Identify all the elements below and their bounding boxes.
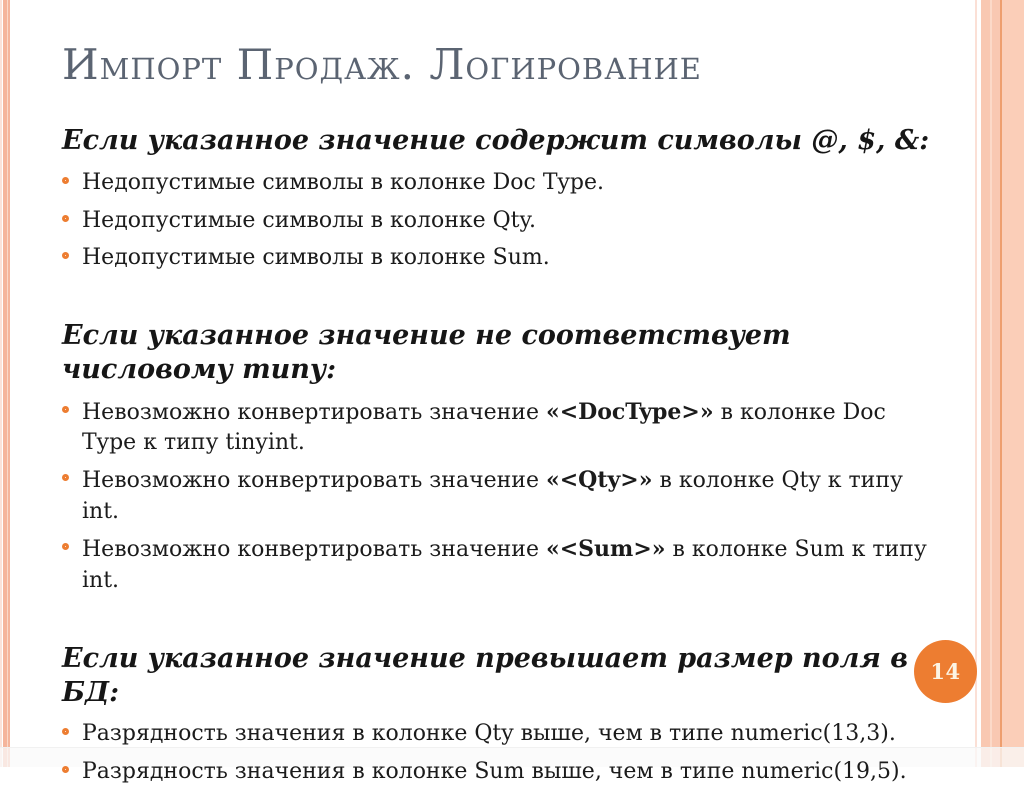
right-edge-stripes: [975, 0, 1024, 767]
bullet-list: [62, 719, 935, 787]
section-heading: Если указанное значение не соответствует числовому типу:: [62, 320, 791, 385]
bullet-ring-icon: [62, 406, 69, 413]
bullet-ring-icon: [62, 543, 69, 550]
bullet-ring-icon: [62, 474, 69, 481]
bullet-list: [62, 168, 935, 273]
list-item-text: Невозможно конвертировать значение «<DocType>» в колонке Doc Type к типу tinyint.: [82, 398, 886, 456]
sections-container: [62, 124, 935, 787]
bullet-ring-icon: [62, 177, 69, 184]
list-item: [62, 168, 935, 198]
bullet-ring-icon: [62, 728, 69, 735]
slide-title: Импорт Продаж. Логирование: [62, 40, 702, 89]
section-heading: Если указанное значение содержит символы @, $, &:: [62, 125, 930, 157]
slide-content: [62, 40, 935, 794]
slide-section: [62, 124, 935, 273]
bullet-ring-icon: [62, 252, 69, 259]
list-item-text: Разрядность значения в колонке Qty выше, чем в типе numeric(13,3).: [82, 721, 896, 747]
list-item-text: Недопустимые символы в колонке Qty.: [82, 207, 536, 233]
list-item: [62, 206, 935, 236]
slide-section: [62, 642, 935, 787]
list-item-text: Недопустимые символы в колонке Doc Type.: [82, 170, 605, 196]
list-item-text: Недопустимые символы в колонке Sum.: [82, 244, 550, 270]
left-edge-stripes: [0, 0, 12, 767]
page-number-badge: [914, 640, 977, 703]
list-item: [62, 243, 935, 273]
bullet-ring-icon: [62, 215, 69, 222]
list-item: [62, 397, 935, 459]
list-item: [62, 534, 935, 596]
section-heading: Если указанное значение превышает размер поля в БД:: [62, 642, 909, 708]
slide-section: [62, 319, 935, 596]
list-item: [62, 719, 935, 749]
list-item-text: Невозможно конвертировать значение «<Sum>» в колонке Sum к типу int.: [82, 536, 927, 593]
list-item: [62, 757, 935, 787]
list-item-text: Разрядность значения в колонке Sum выше, чем в типе numeric(19,5).: [82, 758, 907, 784]
list-item-text: Невозможно конвертировать значение «<Qty>» в колонке Qty к типу int.: [82, 467, 903, 524]
page-number: 14: [930, 659, 961, 684]
bullet-list: [62, 397, 935, 596]
list-item: [62, 465, 935, 527]
